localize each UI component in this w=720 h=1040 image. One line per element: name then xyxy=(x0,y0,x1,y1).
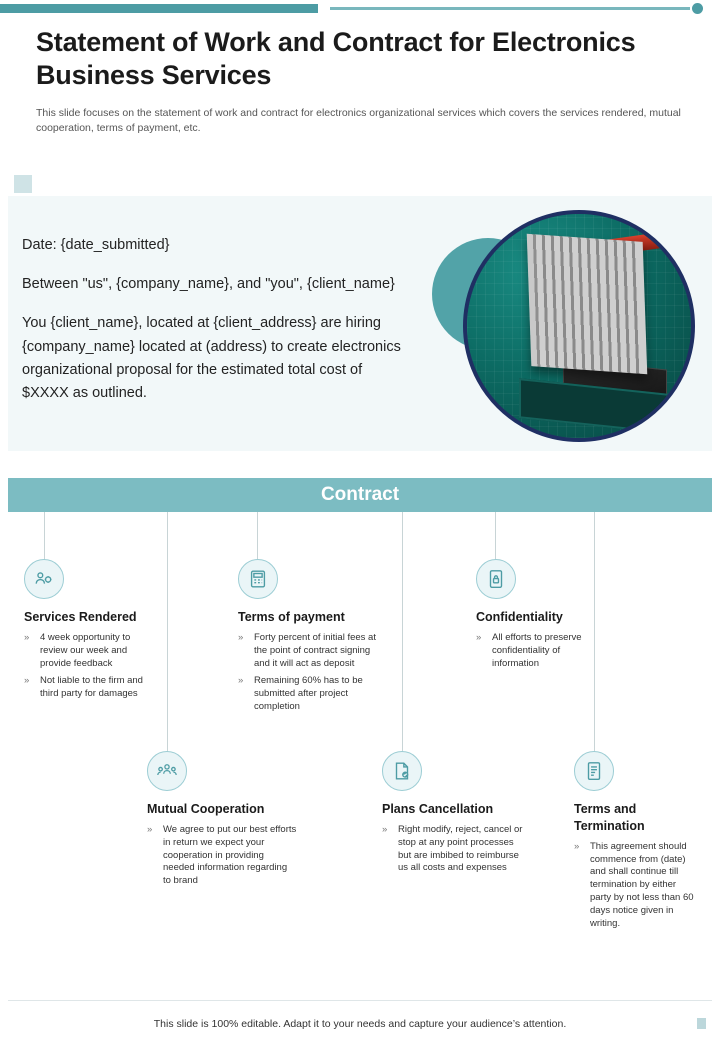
group-people-icon xyxy=(147,751,187,791)
payment-terminal-icon xyxy=(238,559,278,599)
item-bullets xyxy=(147,824,297,888)
connector-line-3 xyxy=(257,512,258,564)
contract-band xyxy=(8,478,712,512)
bullet-mark: » xyxy=(476,631,482,643)
item-title: Confidentiality xyxy=(476,610,563,624)
item-title: Terms of payment xyxy=(238,610,345,624)
item-services-rendered xyxy=(24,559,144,706)
bullet-mark: » xyxy=(24,631,30,643)
contract-band-title: Contract xyxy=(320,484,400,505)
intro-line-scope: You {client_name}, located at {client_address} are hiring {company_name} located at (address) to create electronics organizational proposal for the estimated total cost of $XXXX as outlined. xyxy=(22,315,401,401)
people-gear-icon xyxy=(24,559,64,599)
item-terms-and-termination xyxy=(574,751,698,935)
item-bullets xyxy=(238,632,380,714)
intro-line-date: Date: {date_submitted} xyxy=(22,237,170,253)
list-item xyxy=(24,675,144,701)
bullet-mark: » xyxy=(574,840,580,852)
list-item xyxy=(238,632,380,670)
intro-text xyxy=(22,234,412,405)
bullet-mark: » xyxy=(238,631,244,643)
item-title: Mutual Cooperation xyxy=(147,802,265,816)
bullet-mark: » xyxy=(24,675,30,687)
connector-line-2 xyxy=(167,512,168,752)
bullet-text: Not liable to the firm and third party for damages xyxy=(40,675,143,700)
list-item xyxy=(476,632,606,670)
top-accent-bar-right xyxy=(330,7,690,10)
connector-line-4 xyxy=(402,512,403,752)
footer-note: This slide is 100% editable. Adapt it to your needs and capture your audience’s attention. xyxy=(153,1018,567,1030)
item-title: Plans Cancellation xyxy=(382,802,494,816)
bullet-text: This agreement should commence from (date) and shall continue till termination by either party by not less than 60 days notice given in writing. xyxy=(590,840,694,929)
bullet-mark: » xyxy=(238,675,244,687)
connector-line-5 xyxy=(495,512,496,564)
document-check-icon xyxy=(382,751,422,791)
header xyxy=(36,26,681,136)
item-title: Terms and Termination xyxy=(574,802,645,833)
item-bullets xyxy=(382,824,524,875)
top-accent-bar-left xyxy=(0,4,318,13)
bullet-mark: » xyxy=(382,823,388,835)
item-bullets xyxy=(574,841,698,931)
circuit-board-photo xyxy=(463,210,695,442)
footer-divider xyxy=(8,1000,712,1001)
item-title: Services Rendered xyxy=(24,610,137,624)
contract-file-icon xyxy=(574,751,614,791)
item-bullets xyxy=(476,632,606,670)
footer-accent-mark xyxy=(697,1018,706,1029)
item-confidentiality xyxy=(476,559,606,675)
page-subtitle: This slide focuses on the statement of work and contract for electronics organizational services which covers the services rendered, mutual cooperation, terms of payment, etc. xyxy=(36,106,681,135)
list-item xyxy=(574,841,698,931)
heatsink-icon xyxy=(527,234,648,375)
bullet-text: Forty percent of initial fees at the point of contract signing and it will act as deposit xyxy=(254,631,376,669)
top-accent-dot xyxy=(692,3,703,14)
decorative-square xyxy=(14,175,32,193)
lock-document-icon xyxy=(476,559,516,599)
list-item xyxy=(382,824,524,875)
item-plans-cancellation xyxy=(382,751,524,880)
list-item xyxy=(147,824,297,888)
item-mutual-cooperation xyxy=(147,751,297,893)
bullet-text: All efforts to preserve confidentiality of information xyxy=(492,631,582,669)
intro-line-parties: Between "us", {company_name}, and "you", {client_name} xyxy=(22,276,395,293)
bullet-mark: » xyxy=(147,823,153,835)
bullet-text: Right modify, reject, cancel or stop at any point processes but are imbibed to reimburse us all costs and expenses xyxy=(398,823,523,874)
item-bullets xyxy=(24,632,144,701)
item-terms-of-payment xyxy=(238,559,380,719)
bullet-text: We agree to put our best efforts in return we expect your cooperation in providing needed information regarding to brand xyxy=(163,823,297,887)
list-item xyxy=(24,632,144,670)
bullet-text: 4 week opportunity to review our week and provide feedback xyxy=(40,631,131,669)
page-title: Statement of Work and Contract for Electronics Business Services xyxy=(36,27,636,90)
bullet-text: Remaining 60% has to be submitted after project completion xyxy=(254,675,363,712)
list-item xyxy=(238,675,380,713)
